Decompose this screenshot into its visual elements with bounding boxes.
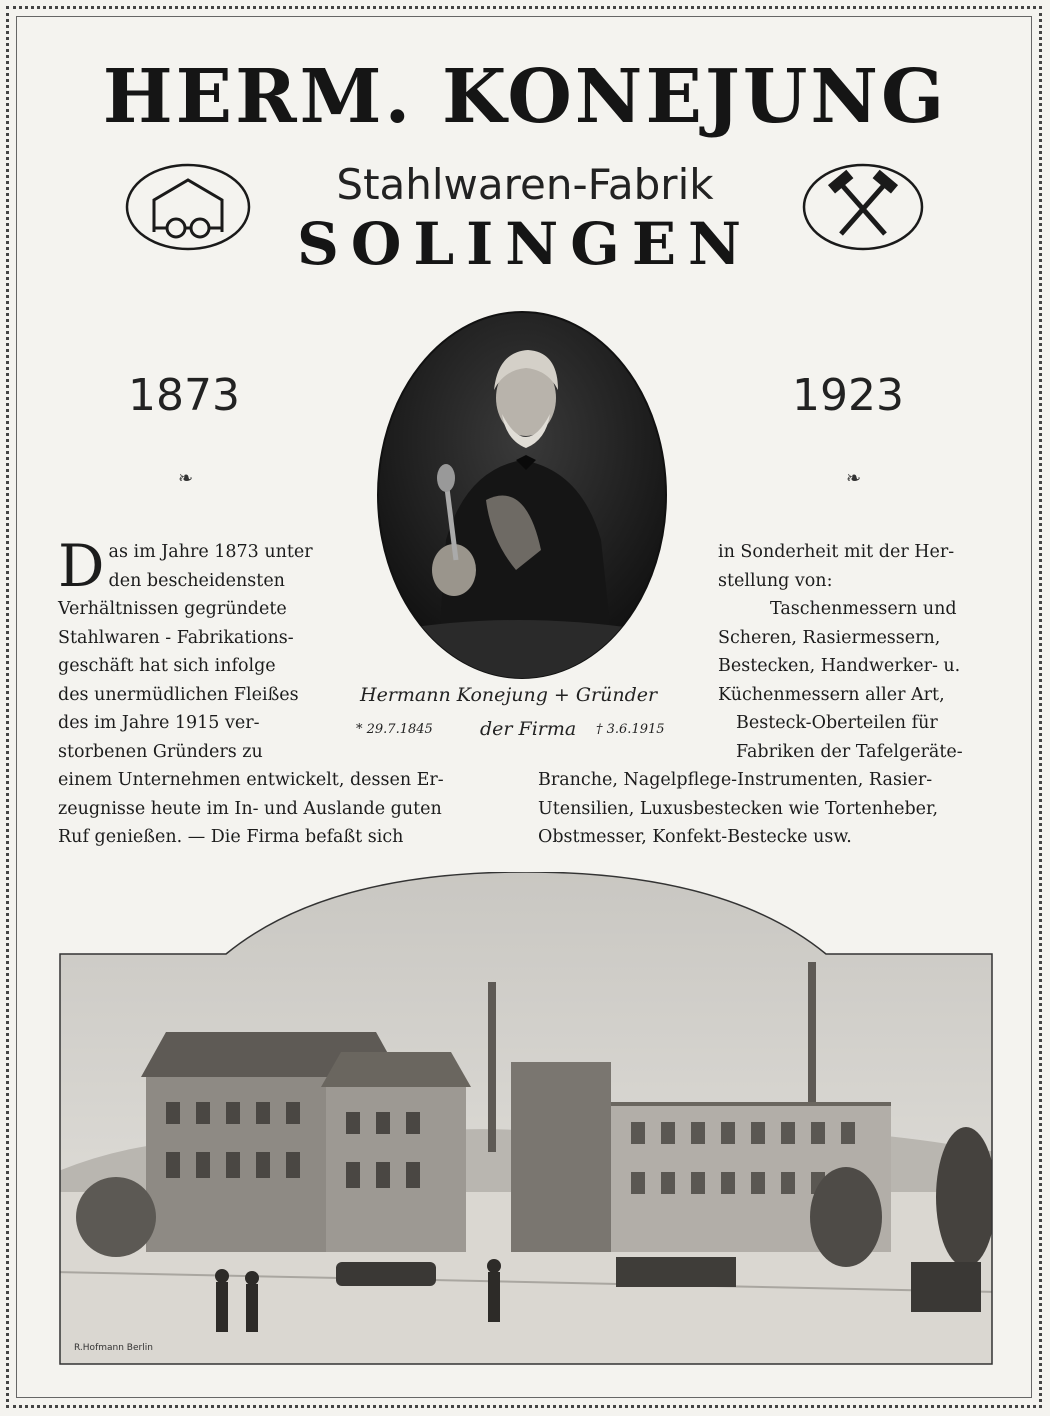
portrait-birth-date: * 29.7.1845 (356, 722, 433, 737)
artist-signature: R.Hofmann Berlin (74, 1343, 153, 1353)
text-line: Stahlwaren - Fabrikations- (58, 627, 294, 648)
text-bottom-left (58, 766, 510, 852)
factory-illustration (56, 872, 996, 1366)
scissors-trademark-icon (124, 162, 252, 252)
ornament-right: ❧ (846, 468, 862, 489)
text-line: den bescheidensten (108, 570, 285, 591)
portrait-caption-firm: der Firma (480, 718, 577, 740)
text-line: Taschenmessern und (770, 599, 957, 619)
text-bottom-right (538, 766, 994, 852)
text-column-left (58, 532, 334, 766)
text-line: Bestecken, Handwerker- u. (718, 656, 961, 676)
text-line: Obstmesser, Konfekt-Bestecke usw. (538, 827, 852, 847)
text-line: Branche, Nagelpflege-Instrumenten, Rasier- (538, 770, 933, 790)
portrait-caption-name: Hermann Konejung + Gründer (360, 684, 658, 706)
founder-portrait (376, 310, 668, 680)
ornament-left: ❧ (178, 468, 194, 489)
text-line: Küchenmessern aller Art, (718, 684, 945, 705)
text-line: Verhältnissen gegründete (58, 599, 287, 619)
text-line: zeugnisse heute im In- und Auslande guten (58, 798, 442, 819)
crossed-hammers-icon (801, 162, 925, 252)
company-subtitle: Stahlwaren-Fabrik (336, 160, 714, 209)
text-line: Besteck-Oberteilen für (736, 713, 938, 733)
anniversary-year: 1923 (792, 370, 904, 421)
drop-cap: D (58, 532, 105, 600)
text-line: stellung von: (718, 570, 833, 591)
text-line: des im Jahre 1915 ver- (58, 713, 260, 733)
text-line: geschäft hat sich infolge (58, 656, 276, 676)
company-city: SOLINGEN (296, 210, 754, 278)
text-column-right (718, 538, 994, 766)
text-line: Utensilien, Luxusbestecken wie Tortenheber, (538, 798, 939, 819)
company-name: HERM. KONEJUNG (102, 54, 948, 140)
portrait-death-date: † 3.6.1915 (596, 722, 665, 737)
text-line: storbenen Gründers zu (58, 741, 263, 762)
text-line: Ruf genießen. — Die Firma befaßt sich (58, 827, 404, 847)
text-line: einem Unternehmen entwickelt, dessen Er- (58, 770, 444, 790)
founding-year: 1873 (128, 370, 240, 421)
text-line: des unermüdlichen Fleißes (58, 684, 299, 705)
text-line: in Sonderheit mit der Her- (718, 542, 955, 562)
text-line: Fabriken der Tafelgeräte- (736, 741, 963, 762)
text-line: as im Jahre 1873 unter (108, 542, 313, 562)
text-line: Scheren, Rasiermessern, (718, 627, 941, 648)
